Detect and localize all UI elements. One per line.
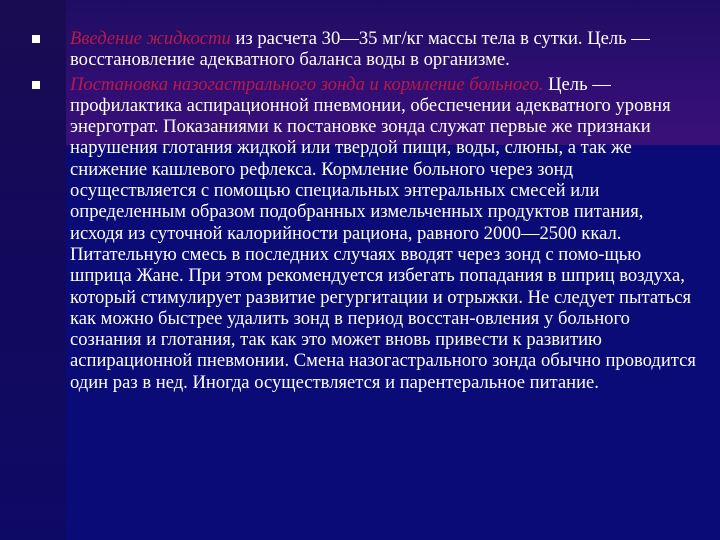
bullet-item (26, 74, 696, 393)
slide-body (26, 28, 696, 396)
bullet-text: Цель — профилактика аспирационной пневмонии, обеспечении адекватного уровня энерготрат. Показаниями к постановке зонда служат первые же признаки нарушения глотания жидкой или твердой пищи, воды, слюны, а так же снижение кашлевого рефлекса. Кормление больного через зонд осуществляется с помощью специальных энтеральных смесей или определенным образом подобранных измельченных продуктов питания, исходя из суточной калорийности рациона, равного 2000—2500 ккал. Питательную смесь в последних случаях вводят через зонд с помо-щью шприца Жане. При этом рекомендуется избегать попадания в шприц воздуха, который стимулирует развитие регургитации и отрыжки. Не следует пытаться как можно быстрее удалить зонд в период восстан-овления у больного сознания и глотания, так как это может вновь привести к развитию аспирационной пневмонии. Смена назогастрального зонда обычно проводится один раз в нед. Иногда осуществляется и парентеральное питание. (70, 73, 696, 393)
bullet-lead: Постановка назогастрального зонда и кормление больного. (70, 73, 544, 95)
bullet-text: из расчета 30—35 мг/кг массы тела в сутки. Цель — восстановление адекватного баланса воды в организме. (70, 28, 650, 71)
square-bullet-icon (32, 81, 40, 89)
bullet-lead: Введение жидкости (70, 28, 231, 49)
square-bullet-icon (32, 35, 40, 43)
bullet-item (26, 28, 696, 71)
